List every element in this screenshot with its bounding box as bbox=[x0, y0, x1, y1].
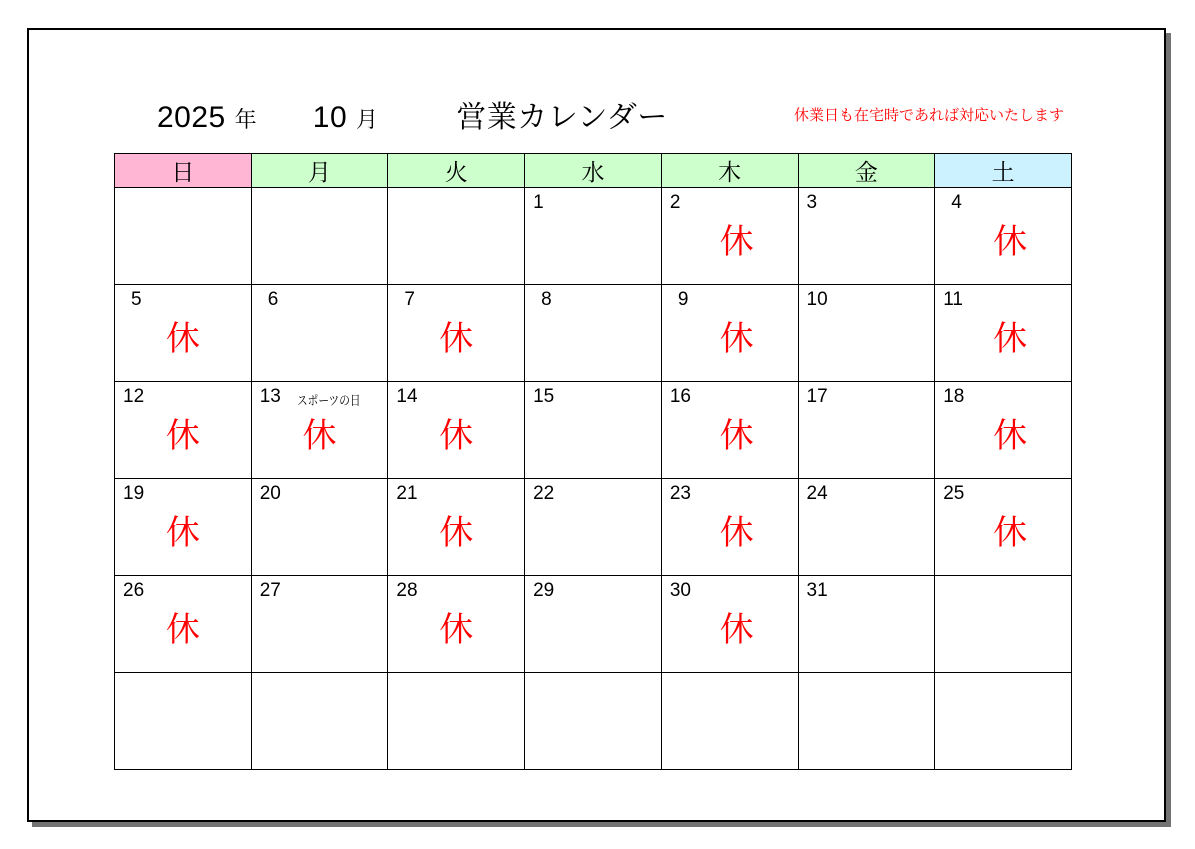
day-number: 5 bbox=[131, 289, 142, 310]
calendar-body bbox=[115, 188, 1072, 770]
calendar-day-cell[interactable] bbox=[798, 382, 935, 479]
day-number: 23 bbox=[669, 483, 691, 504]
calendar-empty-cell[interactable] bbox=[251, 673, 388, 770]
title-month-unit: 月 bbox=[356, 107, 379, 132]
calendar-day-cell[interactable] bbox=[251, 285, 388, 382]
calendar-day-cell[interactable] bbox=[115, 479, 252, 576]
calendar-empty-cell[interactable] bbox=[115, 188, 252, 285]
calendar-day-cell[interactable] bbox=[525, 479, 662, 576]
calendar-day-cell[interactable] bbox=[661, 188, 798, 285]
closed-mark: 休 bbox=[165, 417, 200, 455]
weekday-header-row bbox=[115, 154, 1072, 188]
calendar-empty-cell[interactable] bbox=[935, 673, 1072, 770]
calendar-day-cell[interactable] bbox=[115, 382, 252, 479]
day-number: 3 bbox=[806, 192, 818, 213]
calendar-empty-cell[interactable] bbox=[798, 673, 935, 770]
day-number: 31 bbox=[806, 580, 828, 601]
day-number: 29 bbox=[533, 580, 555, 601]
calendar-day-cell[interactable] bbox=[661, 382, 798, 479]
closed-mark: 休 bbox=[719, 514, 754, 552]
calendar-day-cell[interactable] bbox=[115, 285, 252, 382]
calendar-empty-cell[interactable] bbox=[251, 188, 388, 285]
calendar-day-cell[interactable] bbox=[935, 382, 1072, 479]
weekday-header-sun: 日 bbox=[115, 154, 252, 188]
day-number: 17 bbox=[806, 386, 828, 407]
calendar-day-cell[interactable] bbox=[388, 576, 525, 673]
day-number: 25 bbox=[943, 483, 965, 504]
title-row bbox=[29, 92, 1164, 140]
calendar-day-cell[interactable] bbox=[388, 382, 525, 479]
day-number: 15 bbox=[533, 386, 555, 407]
calendar-day-cell[interactable] bbox=[798, 479, 935, 576]
title-month: 10 bbox=[312, 101, 348, 134]
closed-mark: 休 bbox=[719, 611, 754, 649]
day-number: 21 bbox=[396, 483, 418, 504]
calendar-day-cell[interactable] bbox=[251, 479, 388, 576]
day-number: 19 bbox=[123, 483, 145, 504]
calendar-day-cell[interactable] bbox=[525, 382, 662, 479]
day-number: 22 bbox=[533, 483, 555, 504]
title-year: 2025 bbox=[157, 101, 226, 134]
calendar-empty-cell[interactable] bbox=[525, 673, 662, 770]
day-number: 28 bbox=[396, 580, 418, 601]
weekday-header-wed: 水 bbox=[525, 154, 662, 188]
closed-mark: 休 bbox=[302, 417, 337, 455]
day-number: 18 bbox=[943, 386, 965, 407]
day-number: 20 bbox=[259, 483, 281, 504]
closed-mark: 休 bbox=[439, 320, 474, 358]
calendar-day-cell[interactable] bbox=[115, 576, 252, 673]
weekday-header-mon: 月 bbox=[251, 154, 388, 188]
closed-mark: 休 bbox=[719, 320, 754, 358]
calendar-week-row bbox=[115, 576, 1072, 673]
day-number: 6 bbox=[267, 289, 279, 310]
closed-mark: 休 bbox=[439, 417, 474, 455]
closed-mark: 休 bbox=[165, 320, 200, 358]
title-note: 休業日も在宅時であれば対応いたします bbox=[794, 107, 1065, 124]
day-number: 24 bbox=[806, 483, 828, 504]
title-year-unit: 年 bbox=[234, 107, 258, 132]
calendar-week-row bbox=[115, 673, 1072, 770]
day-number: 4 bbox=[951, 192, 962, 213]
day-number: 7 bbox=[404, 289, 415, 310]
calendar-day-cell[interactable] bbox=[388, 285, 525, 382]
day-number: 12 bbox=[123, 386, 145, 407]
day-number: 26 bbox=[123, 580, 145, 601]
calendar-day-cell[interactable] bbox=[798, 188, 935, 285]
calendar-day-cell[interactable] bbox=[525, 576, 662, 673]
calendar-day-cell[interactable] bbox=[251, 382, 388, 479]
day-number: 10 bbox=[806, 289, 828, 310]
calendar-day-cell[interactable] bbox=[661, 576, 798, 673]
page-title bbox=[157, 92, 668, 136]
title-name: 営業カレンダー bbox=[456, 101, 668, 134]
closed-mark: 休 bbox=[439, 611, 474, 649]
calendar-day-cell[interactable] bbox=[798, 285, 935, 382]
calendar-day-cell[interactable] bbox=[525, 188, 662, 285]
calendar-day-cell[interactable] bbox=[661, 285, 798, 382]
calendar-day-cell[interactable] bbox=[935, 479, 1072, 576]
day-number: 27 bbox=[259, 580, 281, 601]
closed-mark: 休 bbox=[165, 611, 200, 649]
weekday-header-thu: 木 bbox=[661, 154, 798, 188]
day-number: 14 bbox=[396, 386, 418, 407]
calendar-empty-cell[interactable] bbox=[115, 673, 252, 770]
closed-mark: 休 bbox=[719, 223, 754, 261]
closed-mark: 休 bbox=[719, 417, 754, 455]
calendar-table bbox=[114, 153, 1072, 770]
calendar-week-row bbox=[115, 188, 1072, 285]
closed-mark: 休 bbox=[993, 223, 1028, 261]
day-number: 1 bbox=[533, 192, 544, 213]
calendar-empty-cell[interactable] bbox=[661, 673, 798, 770]
calendar-day-cell[interactable] bbox=[798, 576, 935, 673]
day-number: 8 bbox=[541, 289, 552, 310]
weekday-header-sat: 土 bbox=[935, 154, 1072, 188]
calendar-day-cell[interactable] bbox=[251, 576, 388, 673]
day-number: 2 bbox=[669, 192, 681, 213]
holiday-name: スポーツの日 bbox=[296, 393, 361, 408]
day-number: 16 bbox=[669, 386, 691, 407]
closed-mark: 休 bbox=[165, 514, 200, 552]
closed-mark: 休 bbox=[993, 514, 1028, 552]
closed-mark: 休 bbox=[993, 320, 1028, 358]
weekday-header-tue: 火 bbox=[388, 154, 525, 188]
calendar-day-cell[interactable] bbox=[388, 479, 525, 576]
calendar-empty-cell[interactable] bbox=[935, 576, 1072, 673]
calendar-sheet bbox=[27, 28, 1166, 822]
calendar-week-row bbox=[115, 285, 1072, 382]
calendar-week-row bbox=[115, 382, 1072, 479]
weekday-header-fri: 金 bbox=[798, 154, 935, 188]
day-number: 30 bbox=[669, 580, 691, 601]
calendar-day-cell[interactable] bbox=[935, 188, 1072, 285]
day-number: 9 bbox=[677, 289, 689, 310]
calendar-empty-cell[interactable] bbox=[388, 673, 525, 770]
calendar-day-cell[interactable] bbox=[525, 285, 662, 382]
day-number: 13 bbox=[259, 386, 281, 407]
closed-mark: 休 bbox=[439, 514, 474, 552]
calendar-empty-cell[interactable] bbox=[388, 188, 525, 285]
calendar-day-cell[interactable] bbox=[935, 285, 1072, 382]
calendar-week-row bbox=[115, 479, 1072, 576]
calendar-day-cell[interactable] bbox=[661, 479, 798, 576]
closed-mark: 休 bbox=[993, 417, 1028, 455]
day-number: 11 bbox=[943, 289, 963, 310]
